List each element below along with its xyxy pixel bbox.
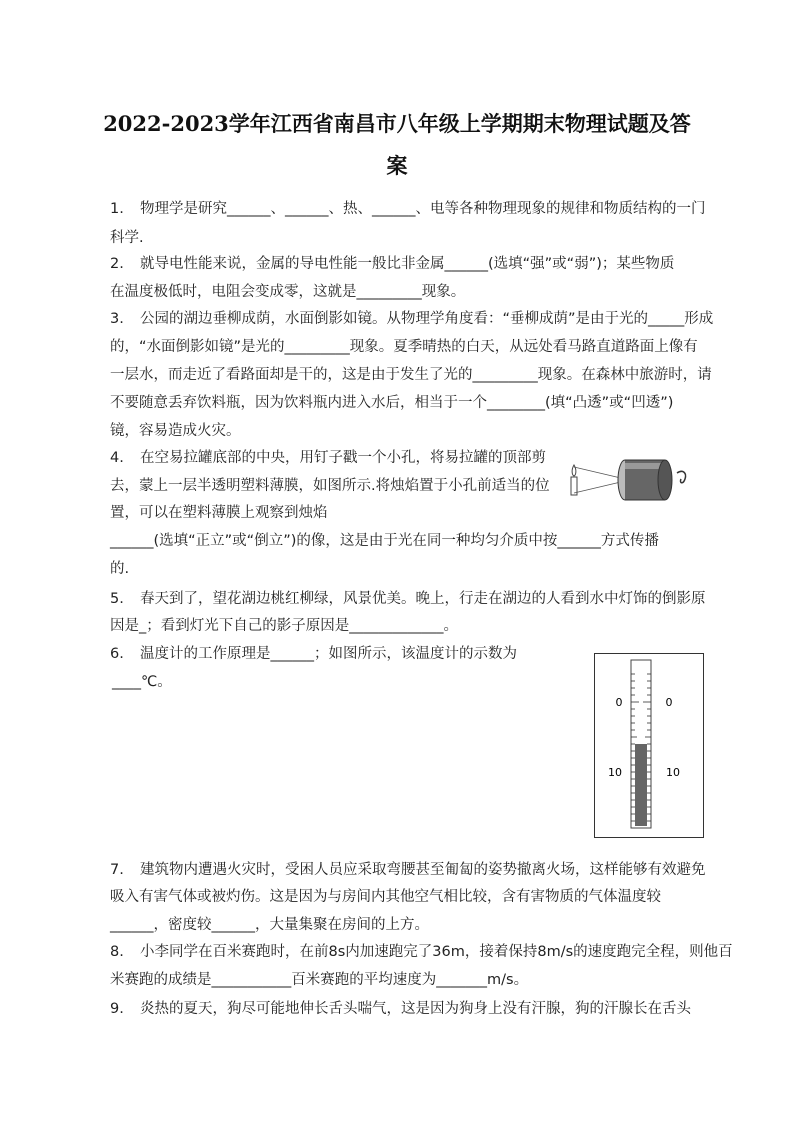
thermometer-drawing (595, 654, 703, 837)
question-4-line4: ______(选填“正立”或“倒立”)的像，这是由于光在同一种均匀介质中按______方式传播 (110, 533, 659, 549)
question-1-line1: 1. 物理学是研究______、______、热、______、电等各种物理现象的规律和物质结构的一门 (110, 201, 706, 217)
question-6-line1: 6. 温度计的工作原理是______；如图所示，该温度计的示数为 (110, 646, 517, 662)
label-right-10: 10 (666, 766, 680, 779)
question-2-line1: 2. 就导电性能来说，金属的导电性能一般比非金属______(选填“强”或“弱”)；某些物质 (110, 256, 675, 272)
candle-icon (571, 465, 577, 495)
page-title-line2: 案 (386, 153, 408, 178)
question-1-line2: 科学. (110, 230, 144, 246)
question-3-line2: 的，“水面倒影如镜”是光的_________现象。夏季晴热的白天，从远处看马路直道路面上像有 (110, 339, 698, 355)
question-4-line2: 去，蒙上一层半透明塑料薄膜，如图所示.将烛焰置于小孔前适当的位 (110, 478, 550, 494)
label-left-0: 0 (615, 696, 623, 709)
question-4-line1: 4. 在空易拉罐底部的中央，用钉子戳一个小孔，将易拉罐的顶部剪 (110, 450, 546, 466)
thermometer-figure (594, 653, 704, 838)
question-3-line5: 镜，容易造成火灾。 (110, 423, 241, 439)
page-title-line1: 2022-2023学年江西省南昌市八年级上学期期末物理试题及答 (103, 111, 691, 136)
question-4-line5: 的. (110, 561, 130, 577)
question-5-line1: 5. 春天到了，望花湖边桃红柳绿，风景优美。晚上，行走在湖边的人看到水中灯饰的倒影原 (110, 591, 706, 607)
question-2-line2: 在温度极低时，电阻会变成零，这就是_________现象。 (110, 284, 466, 300)
question-8-line2: 米赛跑的成绩是___________百米赛跑的平均速度为_______m/s。 (110, 972, 529, 988)
question-8-line1: 8. 小李同学在百米赛跑时，在前8s内加速跑完了36m，接着保持8m/s的速度跑完全程，则他百 (110, 944, 733, 960)
question-7-line1: 7. 建筑物内遭遇火灾时，受困人员应采取弯腰甚至匍匐的姿势撤离火场，这样能够有效避免 (110, 862, 706, 878)
eye-icon (677, 471, 686, 482)
question-7-line3: ______，密度较______，大量集聚在房间的上方。 (110, 917, 429, 933)
question-4-line3: 置，可以在塑料薄膜上观察到烛焰 (110, 505, 328, 521)
can-icon (618, 460, 672, 500)
light-rays (574, 467, 625, 493)
question-5-line2: 因是_；看到灯光下自己的影子原因是_____________。 (110, 618, 458, 634)
question-3-line4: 不要随意丢弃饮料瓶，因为饮料瓶内进入水后，相当于一个________(填“凸透”或“凹透”) (110, 395, 674, 411)
question-3-line1: 3. 公园的湖边垂柳成荫，水面倒影如镜。从物理学角度看：“垂柳成荫”是由于光的_____形成 (110, 311, 714, 327)
question-6-line2: ____℃。 (112, 674, 172, 690)
liquid-column (635, 744, 647, 826)
question-3-line3: 一层水，而走近了看路面却是干的，这是由于发生了光的_________现象。在森林中旅游时，请 (110, 367, 712, 383)
question-7-line2: 吸入有害气体或被灼伤。这是因为与房间内其他空气相比较，含有害物质的气体温度较 (110, 889, 661, 905)
label-right-0: 0 (665, 696, 673, 709)
pinhole-can-figure (565, 455, 695, 505)
question-9-line1: 9. 炎热的夏天，狗尽可能地伸长舌头喘气，这是因为狗身上没有汗腺，狗的汗腺长在舌头 (110, 1001, 691, 1017)
label-left-10: 10 (608, 766, 622, 779)
